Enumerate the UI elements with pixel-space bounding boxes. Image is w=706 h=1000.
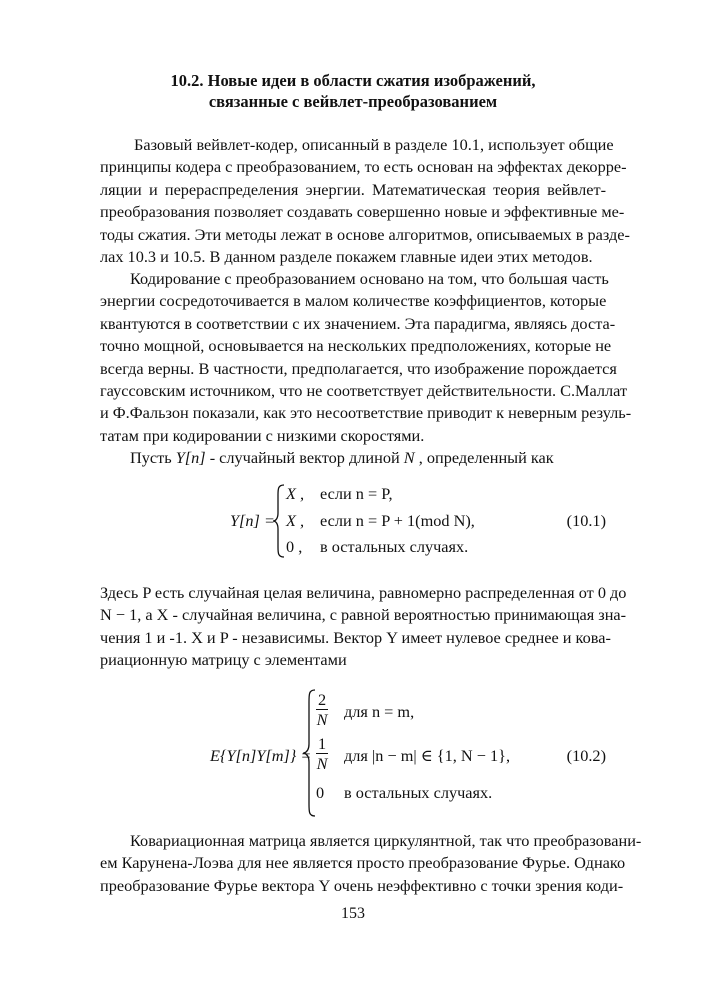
text-line: гауссовским источником, что не соответствует действительности. С.Маллат (100, 380, 628, 400)
case-1 (316, 690, 328, 729)
page-number: 153 (341, 905, 365, 922)
case-2 (316, 734, 328, 773)
case-2-value: X , (286, 511, 305, 530)
fraction (316, 690, 328, 729)
paragraph-4 (100, 582, 627, 672)
math-variable: Y[n] (175, 448, 206, 467)
heading-line-1: 10.2. Новые идеи в области сжатия изображений, (170, 71, 536, 90)
equation-number: (10.1) (566, 511, 606, 530)
text-line: ляции и перераспределения энергии. Математическая теория вейвлет- (100, 179, 606, 199)
text-segment: Пусть (130, 448, 176, 467)
paragraph-1 (100, 134, 630, 268)
text-line: преобразования позволяет создавать совершенно новые и эффективные ме- (100, 202, 625, 222)
text-line: Кодирование с преобразованием основано на том, что большая часть (130, 269, 609, 288)
text-line: ем Карунена-Лоэва для нее является просто преобразование Фурье. Однако (100, 853, 626, 873)
case-3-condition: в остальных случаях. (344, 783, 493, 802)
text-line: квантуются в соответствии с их значением. Эта парадигма, являясь доста- (100, 313, 616, 333)
numerator: 1 (318, 734, 327, 753)
text-line: риационную матрицу с элементами (100, 650, 347, 670)
case-1-condition: для n = m, (344, 702, 415, 721)
equation-lhs: E{Y[n]Y[m]} = (210, 746, 312, 765)
case-3-condition: в остальных случаях. (320, 537, 469, 556)
text-line: татам при кодировании с низкими скоростями. (100, 425, 425, 445)
paragraph-5 (100, 830, 642, 897)
text-line (100, 447, 606, 469)
text-line: всегда верны. В частности, предполагается, что изображение порождается (100, 358, 617, 378)
case-3-value: 0 , (286, 537, 303, 556)
section-heading (100, 70, 606, 112)
text-line: тоды сжатия. Эти методы лежат в основе алгоритмов, описываемых в разде- (100, 224, 630, 244)
case-1-value: X , (286, 484, 305, 503)
case-2-condition: если n = P + 1(mod N), (320, 511, 475, 530)
denominator: N (316, 754, 328, 773)
text-line: N − 1, а X - случайная величина, с равной вероятностью принимающая зна- (100, 605, 627, 625)
fraction (316, 734, 328, 773)
case-3-value: 0 (316, 783, 325, 802)
heading-line-2: связанные с вейвлет-преобразованием (208, 92, 498, 111)
left-brace (272, 483, 286, 559)
text-line: точно мощной, основывается на нескольких предположениях, которые не (100, 336, 612, 356)
text-segment: - случайный вектор длиной (205, 448, 404, 467)
text-line: лах 10.3 и 10.5. В данном разделе покажем главные идеи этих методов. (100, 246, 593, 266)
equation-number: (10.2) (566, 746, 606, 765)
text-line: энергии сосредоточивается в малом количестве коэффициентов, которые (100, 291, 607, 311)
case-1-condition: если n = P, (320, 484, 393, 503)
equation-lhs: Y[n] = (230, 511, 275, 530)
text-line: чения 1 и -1. X и P - независимы. Вектор Y имеет нулевое среднее и кова- (100, 627, 611, 647)
denominator: N (316, 710, 328, 729)
paragraph-2 (100, 268, 632, 447)
text-line: и Ф.Фальзон показали, как это несоответствие приводит к неверным резуль- (100, 403, 632, 423)
paragraph-3 (100, 447, 606, 469)
left-brace (303, 688, 317, 818)
text-line: Базовый вейвлет-кодер, описанный в разделе 10.1, использует общие (134, 135, 614, 154)
text-line: преобразование Фурье вектора Y очень неэффективно с точки зрения коди- (100, 875, 624, 895)
text-line: Ковариационная матрица является циркулянтной, так что преобразовани- (130, 831, 642, 850)
numerator: 2 (318, 690, 327, 709)
text-line: принципы кодера с преобразованием, то есть основан на эффектах декорре- (100, 157, 627, 177)
case-2-condition: для |n − m| ∈ {1, N − 1}, (344, 746, 511, 765)
text-segment: , определенный как (414, 448, 554, 467)
text-line: Здесь P есть случайная целая величина, равномерно распределенная от 0 до (100, 583, 627, 602)
math-variable: N (403, 448, 415, 467)
